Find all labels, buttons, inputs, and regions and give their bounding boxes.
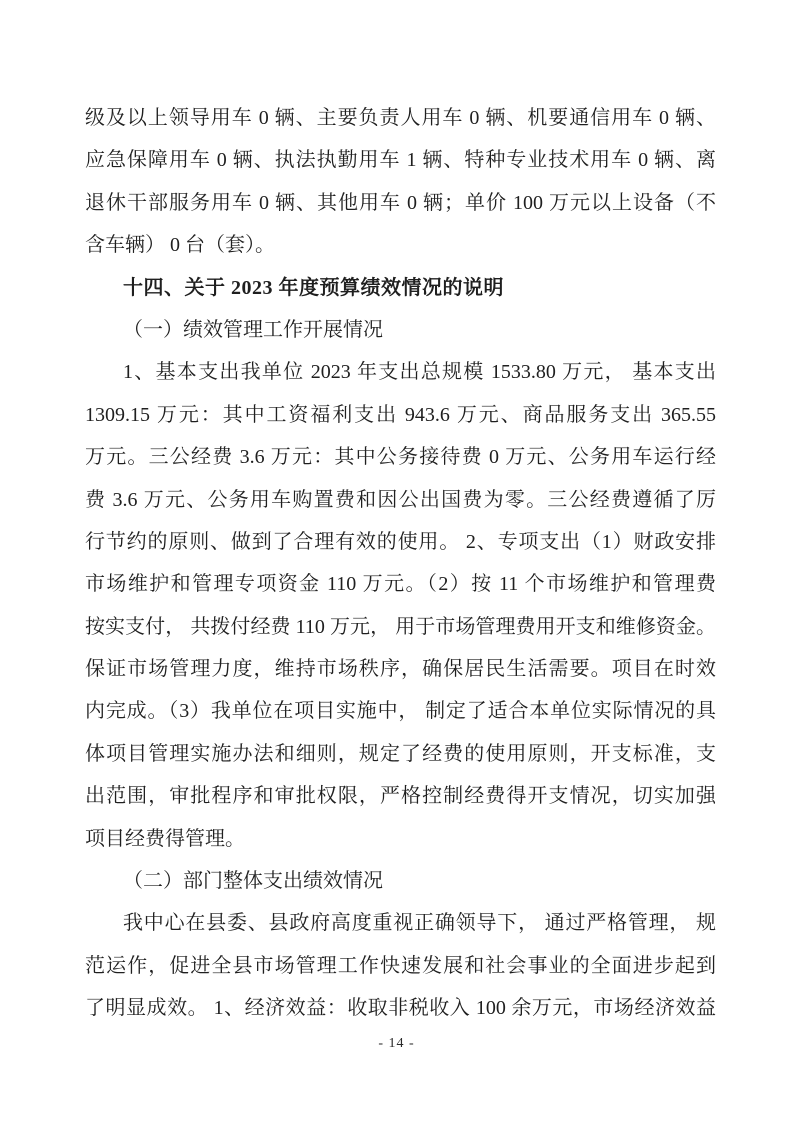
text-line: 保证市场管理力度，维持市场秩序，确保居民生活需要。项目在时效 bbox=[85, 658, 716, 681]
text-line: 级及以上领导用车 0 辆、主要负责人用车 0 辆、机要通信用车 0 辆、 bbox=[85, 107, 716, 129]
subsection-heading: （一）绩效管理工作开展情况 bbox=[123, 318, 383, 341]
text-line: 按实支付， 共拨付经费 110 万元， 用于市场管理费用开支和维修资金。 bbox=[85, 615, 716, 638]
page-number: - 14 - bbox=[378, 1036, 415, 1051]
text-line: 内完成。（3）我单位在项目实施中， 制定了适合本单位实际情况的具 bbox=[85, 700, 716, 723]
text-line: 项目经费得管理。 bbox=[85, 827, 245, 850]
text-line: 1309.15 万元：其中工资福利支出 943.6 万元、商品服务支出 365.55 bbox=[85, 403, 716, 426]
text-line: 1、基本支出我单位 2023 年支出总规模 1533.80 万元， 基本支出 bbox=[123, 361, 716, 384]
text-line: 应急保障用车 0 辆、执法执勤用车 1 辆、特种专业技术用车 0 辆、离 bbox=[85, 149, 716, 172]
text-line: 我中心在县委、县政府高度重视正确领导下， 通过严格管理， 规 bbox=[123, 912, 716, 935]
text-line: 退休干部服务用车 0 辆、其他用车 0 辆；单价 100 万元以上设备（不 bbox=[85, 191, 716, 214]
text-line: 市场维护和管理专项资金 110 万元。（2）按 11 个市场维护和管理费 bbox=[85, 573, 716, 596]
text-line: 范运作，促进全县市场管理工作快速发展和社会事业的全面进步起到 bbox=[85, 954, 716, 977]
text-line: 了明显成效。 1、经济效益：收取非税收入 100 余万元，市场经济效益 bbox=[85, 997, 716, 1020]
text-line: 出范围，审批程序和审批权限，严格控制经费得开支情况，切实加强 bbox=[85, 785, 716, 808]
text-line: 行节约的原则、做到了合理有效的使用。 2、专项支出（1）财政安排 bbox=[85, 530, 716, 553]
document-body bbox=[85, 97, 716, 1030]
subsection-heading: （二）部门整体支出绩效情况 bbox=[123, 870, 383, 893]
section-heading: 十四、关于 2023 年度预算绩效情况的说明 bbox=[123, 276, 504, 299]
text-line: 费 3.6 万元、公务用车购置费和因公出国费为零。三公经费遵循了厉 bbox=[85, 488, 716, 511]
text-line: 万元。三公经费 3.6 万元：其中公务接待费 0 万元、公务用车运行经 bbox=[85, 446, 716, 469]
text-line: 含车辆） 0 台（套）。 bbox=[85, 234, 275, 257]
text-line: 体项目管理实施办法和细则，规定了经费的使用原则，开支标准，支 bbox=[85, 742, 716, 765]
